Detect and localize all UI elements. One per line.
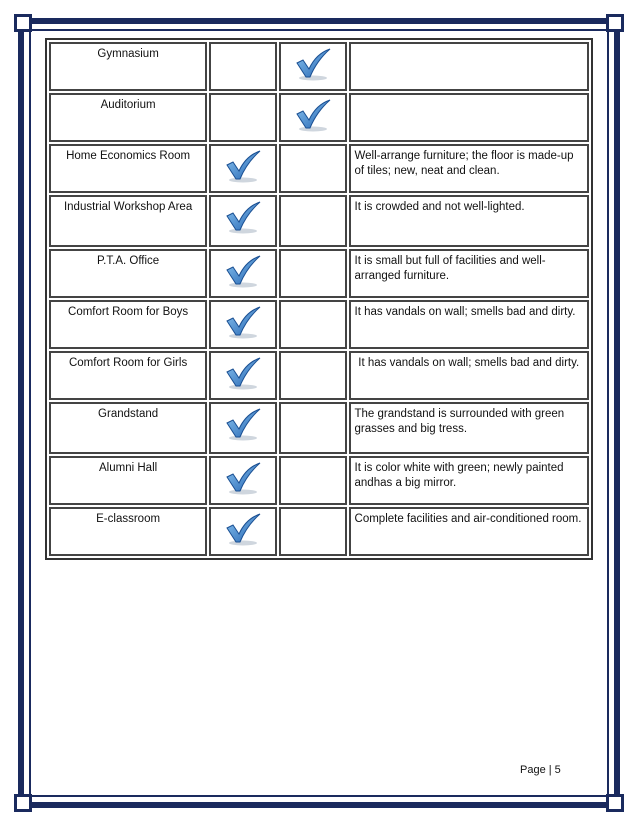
check-cell-2: [279, 300, 347, 349]
table-row: [49, 456, 589, 505]
checkmark-icon: [223, 407, 263, 441]
check-cell-2: [279, 402, 347, 454]
check-cell-2: [279, 249, 347, 298]
facility-remarks: The grandstand is surrounded with green grasses and big tress.: [349, 402, 589, 454]
check-cell-1: [209, 351, 277, 400]
table-row: [49, 300, 589, 349]
table-row: [49, 507, 589, 556]
facility-name: Comfort Room for Boys: [49, 300, 207, 349]
check-cell-1: [209, 93, 277, 142]
table-row: [49, 402, 589, 454]
border-corner: [14, 14, 32, 32]
border-corner: [14, 794, 32, 812]
checkmark-icon: [223, 254, 263, 288]
facility-name: Grandstand: [49, 402, 207, 454]
checkmark-icon: [223, 305, 263, 339]
facility-name: Home Economics Room: [49, 144, 207, 193]
check-cell-1: [209, 456, 277, 505]
facility-name: Auditorium: [49, 93, 207, 142]
facility-name: Industrial Workshop Area: [49, 195, 207, 247]
facility-remarks: It has vandals on wall; smells bad and dirty.: [349, 300, 589, 349]
check-cell-1: [209, 42, 277, 91]
facility-name: Alumni Hall: [49, 456, 207, 505]
checkmark-icon: [293, 98, 333, 132]
check-cell-1: [209, 195, 277, 247]
border-corner: [606, 14, 624, 32]
facility-name: E-classroom: [49, 507, 207, 556]
check-cell-1: [209, 144, 277, 193]
check-cell-1: [209, 249, 277, 298]
check-cell-1: [209, 507, 277, 556]
facility-name: Comfort Room for Girls: [49, 351, 207, 400]
table-row: [49, 249, 589, 298]
table-row: [49, 351, 589, 400]
check-cell-2: [279, 42, 347, 91]
checkmark-icon: [223, 200, 263, 234]
checkmark-icon: [223, 461, 263, 495]
check-cell-2: [279, 195, 347, 247]
facility-remarks: Complete facilities and air-conditioned room.: [349, 507, 589, 556]
check-cell-1: [209, 300, 277, 349]
facility-remarks: It is color white with green; newly painted andhas a big mirror.: [349, 456, 589, 505]
facility-remarks: It is small but full of facilities and well-arranged furniture.: [349, 249, 589, 298]
facility-name: P.T.A. Office: [49, 249, 207, 298]
checkmark-icon: [223, 512, 263, 546]
table-row: [49, 93, 589, 142]
checkmark-icon: [223, 356, 263, 390]
facility-remarks: Well-arrange furniture; the floor is made-up of tiles; new, neat and clean.: [349, 144, 589, 193]
facility-name: Gymnasium: [49, 42, 207, 91]
facility-remarks: [349, 93, 589, 142]
facility-remarks: It has vandals on wall; smells bad and dirty.: [349, 351, 589, 400]
checkmark-icon: [223, 149, 263, 183]
check-cell-2: [279, 144, 347, 193]
check-cell-2: [279, 456, 347, 505]
page-number: Page | 5: [520, 764, 561, 776]
table-row: [49, 195, 589, 247]
checkmark-icon: [293, 47, 333, 81]
check-cell-2: [279, 93, 347, 142]
check-cell-2: [279, 351, 347, 400]
facility-remarks: It is crowded and not well-lighted.: [349, 195, 589, 247]
table-row: [49, 42, 589, 91]
facilities-table: [45, 38, 593, 560]
border-corner: [606, 794, 624, 812]
facility-remarks: [349, 42, 589, 91]
check-cell-2: [279, 507, 347, 556]
table-row: [49, 144, 589, 193]
check-cell-1: [209, 402, 277, 454]
